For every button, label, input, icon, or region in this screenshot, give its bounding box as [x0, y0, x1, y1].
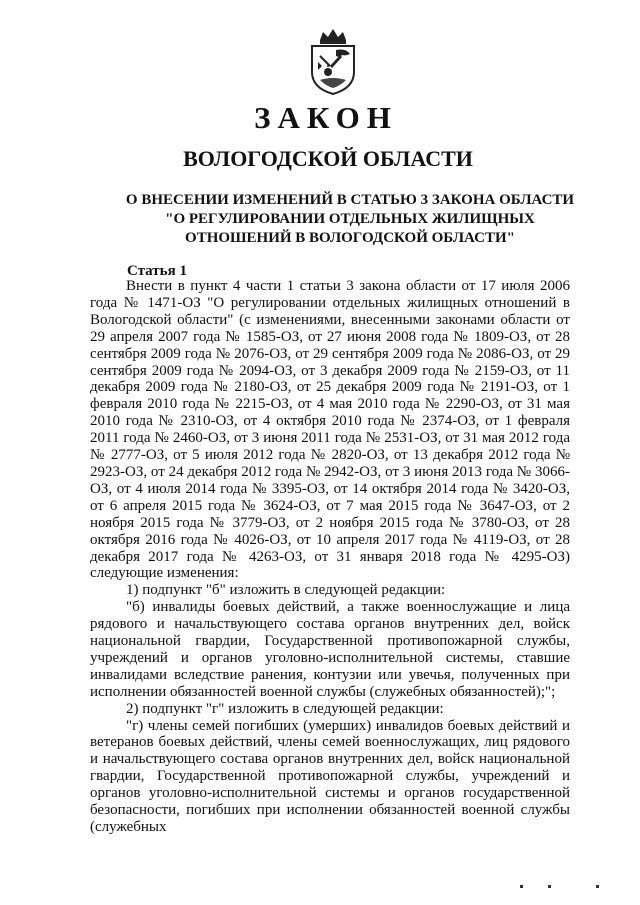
- scan-mark: [548, 885, 551, 888]
- coat-of-arms-icon: [306, 26, 360, 96]
- article-paragraph: "б) инвалиды боевых действий, а также военнослужащие и лица рядового и начальствующего состава органов внутренних дел, войск национальной гвардии, Государственной противопожарной службы, учреждений и органов уголовно-исполнительной системы, ставшие инвалидами вследствие ранения, контузии или увечья, полученных при исполнении обязанностей военной службы (служебных обязанностей);";: [90, 599, 570, 700]
- scan-mark: [520, 885, 523, 888]
- article-body: [90, 278, 570, 836]
- article-heading: Статья 1: [127, 263, 187, 279]
- subtitle-line: ОТНОШЕНИЙ В ВОЛОГОДСКОЙ ОБЛАСТИ": [185, 230, 515, 246]
- law-subtitle: [120, 191, 580, 248]
- article-paragraph: Внести в пункт 4 части 1 статьи 3 закона области от 17 июля 2006 года № 1471-ОЗ "О регулировании отдельных жилищных отношений в Вологодской области" (с изменениями, внесенными законами области от 29 апреля 2007 года № 1585-ОЗ, от 27 июня 2008 года № 1809-ОЗ, от 28 сентября 2009 года № 2076-ОЗ, от 29 сентября 2009 года № 2086-ОЗ, от 29 сентября 2009 года № 2094-ОЗ, от 3 декабря 2009 года № 2159-ОЗ, от 11 декабря 2009 года № 2180-ОЗ, от 25 декабря 2009 года № 2191-ОЗ, от 1 февраля 2010 года № 2215-ОЗ, от 4 мая 2010 года № 2290-ОЗ, от 31 мая 2010 года № 2310-ОЗ, от 4 октября 2010 года № 2374-ОЗ, от 1 февраля 2011 года № 2460-ОЗ, от 3 июня 2011 года № 2531-ОЗ, от 31 мая 2012 года № 2777-ОЗ, от 5 июля 2012 года № 2820-ОЗ, от 13 декабря 2012 года № 2923-ОЗ, от 24 декабря 2012 года № 2942-ОЗ, от 3 июня 2013 года № 3066-ОЗ, от 4 июля 2014 года № 3395-ОЗ, от 14 октября 2014 года № 3420-ОЗ, от 6 апреля 2015 года № 3624-ОЗ, от 7 мая 2015 года № 3647-ОЗ, от 2 ноября 2015 года № 3779-ОЗ, от 2 ноября 2015 года № 3780-ОЗ, от 28 октября 2016 года № 4026-ОЗ, от 10 апреля 2017 года № 4119-ОЗ, от 28 декабря 2017 года № 4263-ОЗ, от 31 января 2018 года № 4295-ОЗ) следующие изменения:: [90, 278, 570, 582]
- subtitle-line: "О РЕГУЛИРОВАНИИ ОТДЕЛЬНЫХ ЖИЛИЩНЫХ: [165, 211, 535, 227]
- article-paragraph: "г) члены семей погибших (умерших) инвалидов боевых действий и ветеранов боевых действий, члены семей военнослужащих, лиц рядового и начальствующего состава органов внутренних дел, войск национальной гвардии, Государственной противопожарной службы, учреждений и органов уголовно-исполнительной системы и органов государственной безопасности, погибших при исполнении обязанностей военной службы (служебных: [90, 717, 570, 835]
- article-paragraph: 1) подпункт "б" изложить в следующей редакции:: [126, 582, 446, 599]
- subtitle-line: О ВНЕСЕНИИ ИЗМЕНЕНИЙ В СТАТЬЮ 3 ЗАКОНА ОБЛАСТИ: [125, 192, 575, 208]
- law-title: ЗАКОН: [254, 100, 398, 135]
- scan-mark: [596, 885, 599, 888]
- region-title: ВОЛОГОДСКОЙ ОБЛАСТИ: [183, 146, 473, 171]
- article-paragraph: 2) подпункт "г" изложить в следующей редакции:: [126, 700, 444, 717]
